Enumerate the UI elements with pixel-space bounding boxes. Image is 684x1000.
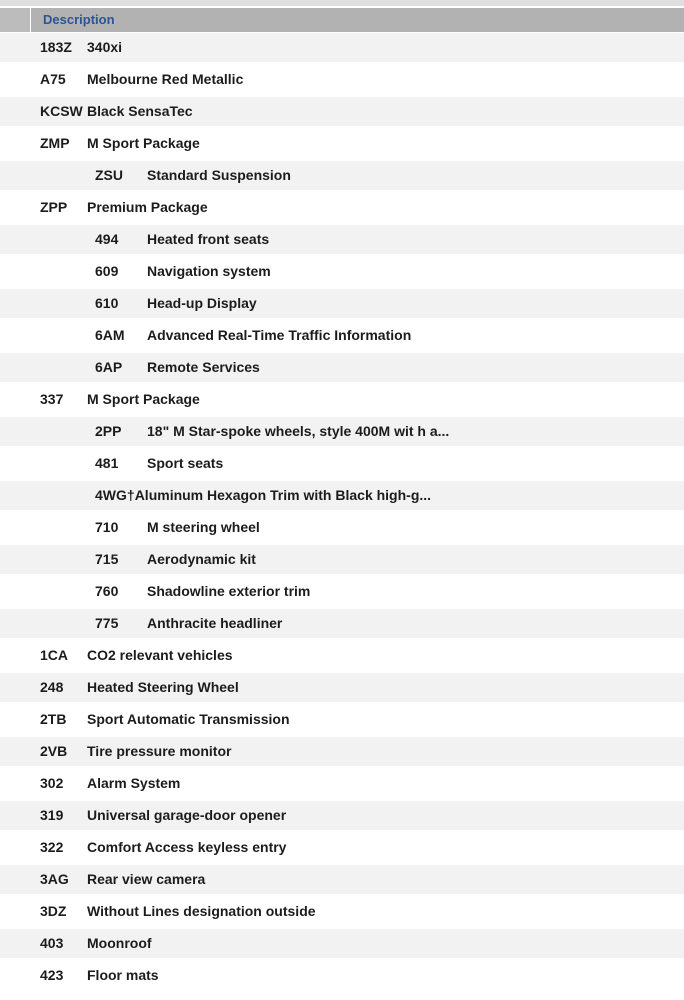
option-description: Moonroof [87, 935, 152, 951]
option-description: 340xi [87, 39, 123, 55]
table-row[interactable] [0, 961, 684, 993]
option-code: 302 [40, 775, 64, 791]
option-code: ZMP [40, 135, 70, 151]
table-row[interactable] [0, 737, 684, 769]
table-row[interactable] [0, 97, 684, 129]
table-row[interactable] [0, 449, 684, 481]
option-code: 319 [40, 807, 64, 823]
table-row[interactable] [0, 257, 684, 289]
option-description: M Sport Package [87, 391, 200, 407]
table-row[interactable] [0, 801, 684, 833]
option-description: Alarm System [87, 775, 181, 791]
grid-top-strip [0, 0, 684, 8]
option-description: Floor mats [87, 967, 159, 983]
option-code: 481 [95, 455, 119, 471]
table-row[interactable] [0, 321, 684, 353]
table-row[interactable] [0, 353, 684, 385]
option-code: 775 [95, 615, 119, 631]
option-code: 2PP [95, 423, 122, 439]
option-code: 322 [40, 839, 64, 855]
option-description: Heated front seats [147, 231, 270, 247]
option-code: ZPP [40, 199, 68, 215]
option-code: 337 [40, 391, 64, 407]
option-description: CO2 relevant vehicles [87, 647, 233, 663]
table-row[interactable] [0, 225, 684, 257]
option-code: 183Z [40, 39, 72, 55]
table-row[interactable] [0, 577, 684, 609]
description-column-header[interactable]: Description [31, 8, 684, 32]
option-description: Premium Package [87, 199, 208, 215]
option-description: Shadowline exterior trim [147, 583, 311, 599]
option-code: 2TB [40, 711, 67, 727]
option-description: Without Lines designation outside [87, 903, 316, 919]
option-description: M Sport Package [87, 135, 200, 151]
option-description: Rear view camera [87, 871, 206, 887]
option-description: M steering wheel [147, 519, 260, 535]
table-row[interactable] [0, 385, 684, 417]
option-description: Remote Services [147, 359, 260, 375]
table-row[interactable] [0, 513, 684, 545]
option-code: 1CA [40, 647, 69, 663]
table-row[interactable] [0, 289, 684, 321]
option-code: 710 [95, 519, 119, 535]
table-row[interactable] [0, 865, 684, 897]
option-code: 423 [40, 967, 64, 983]
option-code: A75 [40, 71, 66, 87]
table-row[interactable] [0, 929, 684, 961]
option-code: 3AG [40, 871, 69, 887]
table-row[interactable] [0, 705, 684, 737]
table-row[interactable] [0, 33, 684, 65]
option-code: 715 [95, 551, 119, 567]
option-description: Advanced Real-Time Traffic Information [147, 327, 412, 343]
table-row[interactable] [0, 897, 684, 929]
option-description: 18" M Star-spoke wheels, style 400M wit h a... [147, 423, 450, 439]
option-code: 3DZ [40, 903, 67, 919]
option-code: 6AM [95, 327, 125, 343]
option-code: 4WG† [95, 487, 135, 503]
table-row[interactable] [0, 673, 684, 705]
option-description: Aluminum Hexagon Trim with Black high-g... [134, 487, 432, 503]
option-code: 248 [40, 679, 64, 695]
option-code: 760 [95, 583, 119, 599]
option-code: 6AP [95, 359, 123, 375]
grid-header-row [0, 8, 684, 33]
option-description: Comfort Access keyless entry [87, 839, 287, 855]
option-code: ZSU [95, 167, 123, 183]
table-row[interactable] [0, 129, 684, 161]
table-row[interactable] [0, 481, 684, 513]
option-description: Melbourne Red Metallic [87, 71, 244, 87]
option-code: 2VB [40, 743, 68, 759]
table-row[interactable] [0, 417, 684, 449]
table-row[interactable] [0, 769, 684, 801]
option-description: Standard Suspension [147, 167, 291, 183]
option-description: Head-up Display [147, 295, 257, 311]
table-row[interactable] [0, 641, 684, 673]
option-description: Tire pressure monitor [87, 743, 232, 759]
option-description: Navigation system [147, 263, 271, 279]
option-description: Heated Steering Wheel [87, 679, 239, 695]
option-description: Black SensaTec [87, 103, 193, 119]
option-description: Universal garage-door opener [87, 807, 287, 823]
option-description: Sport seats [147, 455, 224, 471]
option-description: Sport Automatic Transmission [87, 711, 290, 727]
table-row[interactable] [0, 161, 684, 193]
option-description: Aerodynamic kit [147, 551, 256, 567]
grid-corner-cell [0, 8, 31, 32]
table-row[interactable] [0, 609, 684, 641]
option-description: Anthracite headliner [147, 615, 283, 631]
option-code: 609 [95, 263, 119, 279]
table-row[interactable] [0, 545, 684, 577]
option-code: 403 [40, 935, 64, 951]
grid-rows [0, 33, 684, 993]
option-code: 494 [95, 231, 119, 247]
table-row[interactable] [0, 65, 684, 97]
table-row[interactable] [0, 833, 684, 865]
table-row[interactable] [0, 193, 684, 225]
option-code: 610 [95, 295, 119, 311]
option-code: KCSW [40, 103, 83, 119]
